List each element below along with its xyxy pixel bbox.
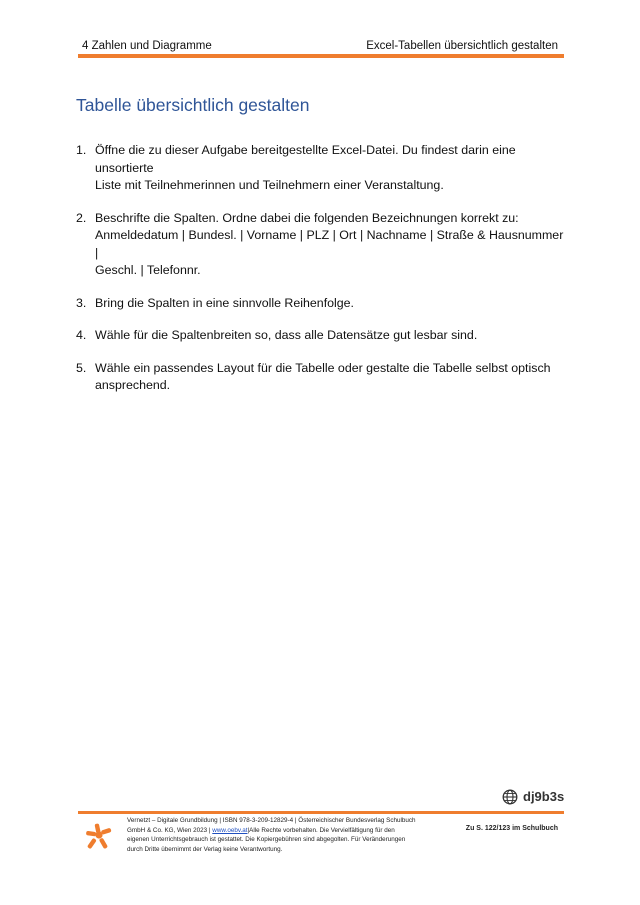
task-number: 2. — [76, 210, 87, 225]
footer-line — [127, 826, 449, 836]
task-line: Liste mit Teilnehmerinnen und Teilnehmern einer Veranstaltung. — [95, 178, 444, 192]
task-item — [76, 327, 566, 345]
task-number: 1. — [76, 143, 87, 157]
footer-divider — [78, 811, 564, 814]
section-title: Excel-Tabellen übersichtlich gestalten — [366, 40, 558, 52]
online-code[interactable]: dj9b3s — [523, 789, 565, 804]
globe-icon — [502, 789, 518, 805]
task-line: ansprechend. — [95, 378, 171, 392]
task-item — [76, 210, 566, 280]
task-number: 5. — [76, 360, 87, 375]
task-line: Wähle ein passendes Layout für die Tabelle oder gestalte die Tabelle selbst optisch — [95, 360, 551, 375]
task-item — [76, 142, 566, 195]
task-item — [76, 295, 566, 313]
task-number: 3. — [76, 295, 87, 310]
oebv-logo — [84, 822, 114, 852]
task-line: Beschrifte die Spalten. Ordne dabei die folgenden Bezeichnungen korrekt zu: — [95, 210, 519, 225]
online-code-badge[interactable] — [502, 787, 564, 807]
footer-line: eigenen Unterrichtsgebrauch ist gestattet. Die Kopiergebühren sind abgegolten. Für Veränderungen — [127, 836, 406, 844]
task-line: Bring die Spalten in eine sinnvolle Reihenfolge. — [95, 295, 354, 310]
task-line: Öffne die zu dieser Aufgabe bereitgestellte Excel-Datei. Du findest darin eine unsortierte — [95, 143, 516, 175]
task-number: 4. — [76, 328, 87, 342]
task-line: Wähle für die Spaltenbreiten so, dass alle Datensätze gut lesbar sind. — [95, 328, 478, 342]
textbook-page-reference: Zu S. 122/123 im Schulbuch — [465, 825, 558, 832]
footer-text-segment: |Alle Rechte vorbehalten. Die Vervielfältigung für den — [247, 826, 395, 834]
page-title: Tabelle übersichtlich gestalten — [76, 95, 310, 115]
task-item — [76, 360, 566, 395]
chapter-title: 4 Zahlen und Diagramme — [82, 40, 212, 52]
footer-text-segment: GmbH & Co. KG, Wien 2023 | — [127, 826, 213, 834]
publisher-link[interactable]: www.oebv.at — [212, 826, 248, 834]
page-header — [78, 38, 562, 54]
footer-line: durch Dritte übernimmt der Verlag keine Verantwortung. — [127, 845, 283, 853]
footer-line: Vernetzt – Digitale Grundbildung | ISBN 978-3-209-12829-4 | Österreichischer Bundesverlag Schulbuch — [127, 817, 416, 824]
header-divider — [78, 54, 564, 58]
task-line: Anmeldedatum | Bundesl. | Vorname | PLZ | Ort | Nachname | Straße & Hausnummer | — [95, 228, 564, 260]
task-list — [76, 142, 566, 410]
task-line: Geschl. | Telefonnr. — [95, 263, 201, 277]
footer-legal-text — [127, 816, 449, 854]
